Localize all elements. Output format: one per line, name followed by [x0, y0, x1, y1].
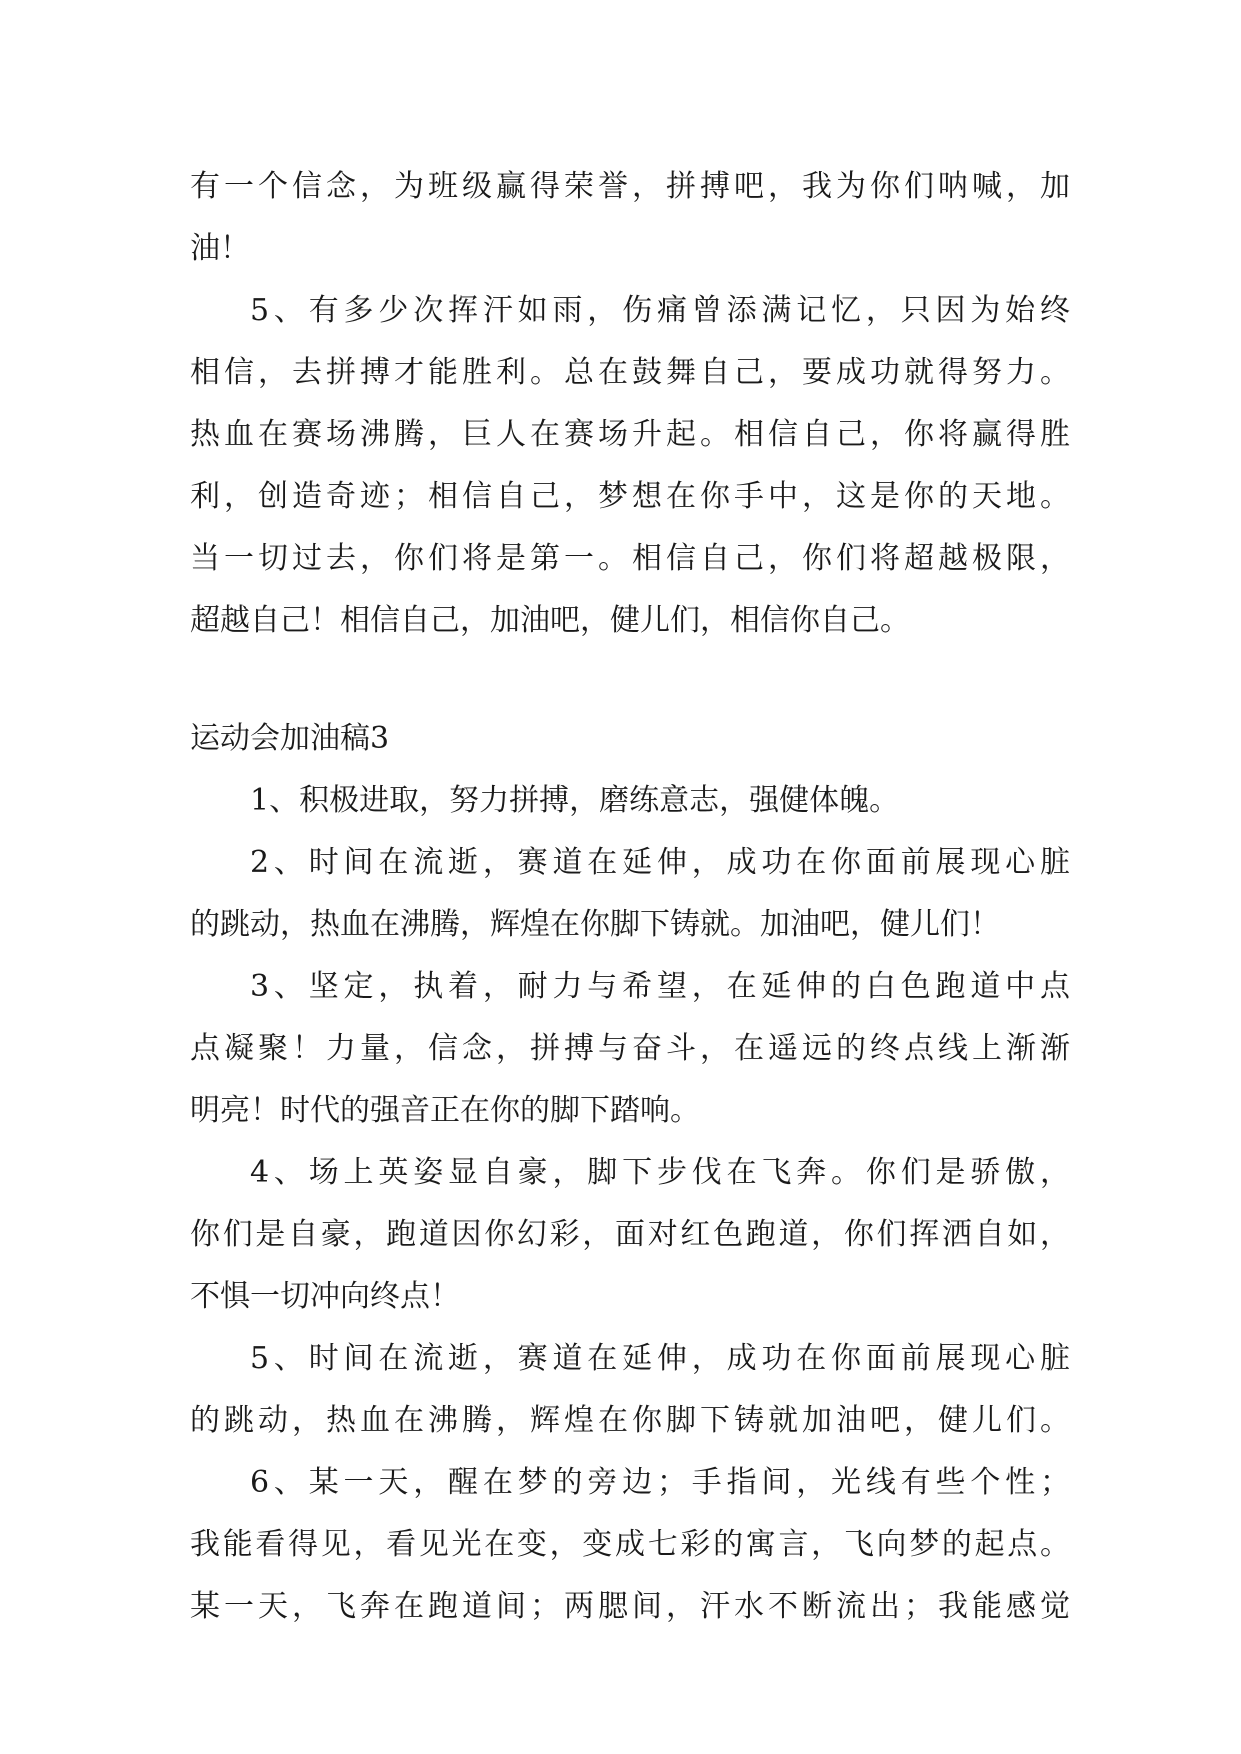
text-line: 你们是自豪，跑道因你幻彩，面对红色跑道，你们挥洒自如，: [190, 1217, 1070, 1252]
text-line: 不惧一切冲向终点！: [190, 1279, 460, 1314]
text-line: 2、时间在流逝，赛道在延伸，成功在你面前展现心脏: [250, 845, 1070, 880]
section-title: 运动会加油稿3: [190, 721, 390, 756]
text-line: 4、场上英姿显自豪，脚下步伐在飞奔。你们是骄傲，: [250, 1155, 1070, 1190]
text-line: 明亮！时代的强音正在你的脚下踏响。: [190, 1093, 700, 1128]
section-gap: [190, 652, 1070, 708]
text-line: 点凝聚！力量，信念，拼搏与奋斗，在遥远的终点线上渐渐: [190, 1031, 1070, 1066]
text-line: 3、坚定，执着，耐力与希望，在延伸的白色跑道中点: [250, 969, 1070, 1004]
text-line: 油！: [190, 231, 250, 266]
text-line: 6、某一天，醒在梦的旁边；手指间，光线有些个性；: [250, 1465, 1070, 1500]
text-line: 某一天，飞奔在跑道间；两腮间，汗水不断流出；我能感觉: [190, 1589, 1070, 1624]
text-line: 热血在赛场沸腾，巨人在赛场升起。相信自己，你将赢得胜: [190, 417, 1070, 452]
text-line: 相信，去拼搏才能胜利。总在鼓舞自己，要成功就得努力。: [190, 355, 1070, 390]
text-line: 超越自己！相信自己，加油吧，健儿们，相信你自己。: [190, 603, 910, 638]
text-line: 5、有多少次挥汗如雨，伤痛曾添满记忆，只因为始终: [250, 293, 1070, 328]
text-line: 有一个信念，为班级赢得荣誉，拼搏吧，我为你们呐喊，加: [190, 169, 1070, 204]
text-line: 利，创造奇迹；相信自己，梦想在你手中，这是你的天地。: [190, 479, 1070, 514]
document-body: [190, 156, 1070, 1638]
text-line: 我能看得见，看见光在变，变成七彩的寓言，飞向梦的起点。: [190, 1527, 1070, 1562]
text-line: 当一切过去，你们将是第一。相信自己，你们将超越极限，: [190, 541, 1070, 576]
text-line: 的跳动，热血在沸腾，辉煌在你脚下铸就。加油吧，健儿们！: [190, 907, 1000, 942]
text-line: 的跳动，热血在沸腾，辉煌在你脚下铸就加油吧，健儿们。: [190, 1403, 1070, 1438]
text-line: 5、时间在流逝，赛道在延伸，成功在你面前展现心脏: [250, 1341, 1070, 1376]
text-line: 1、积极进取，努力拼搏，磨练意志，强健体魄。: [250, 783, 900, 818]
